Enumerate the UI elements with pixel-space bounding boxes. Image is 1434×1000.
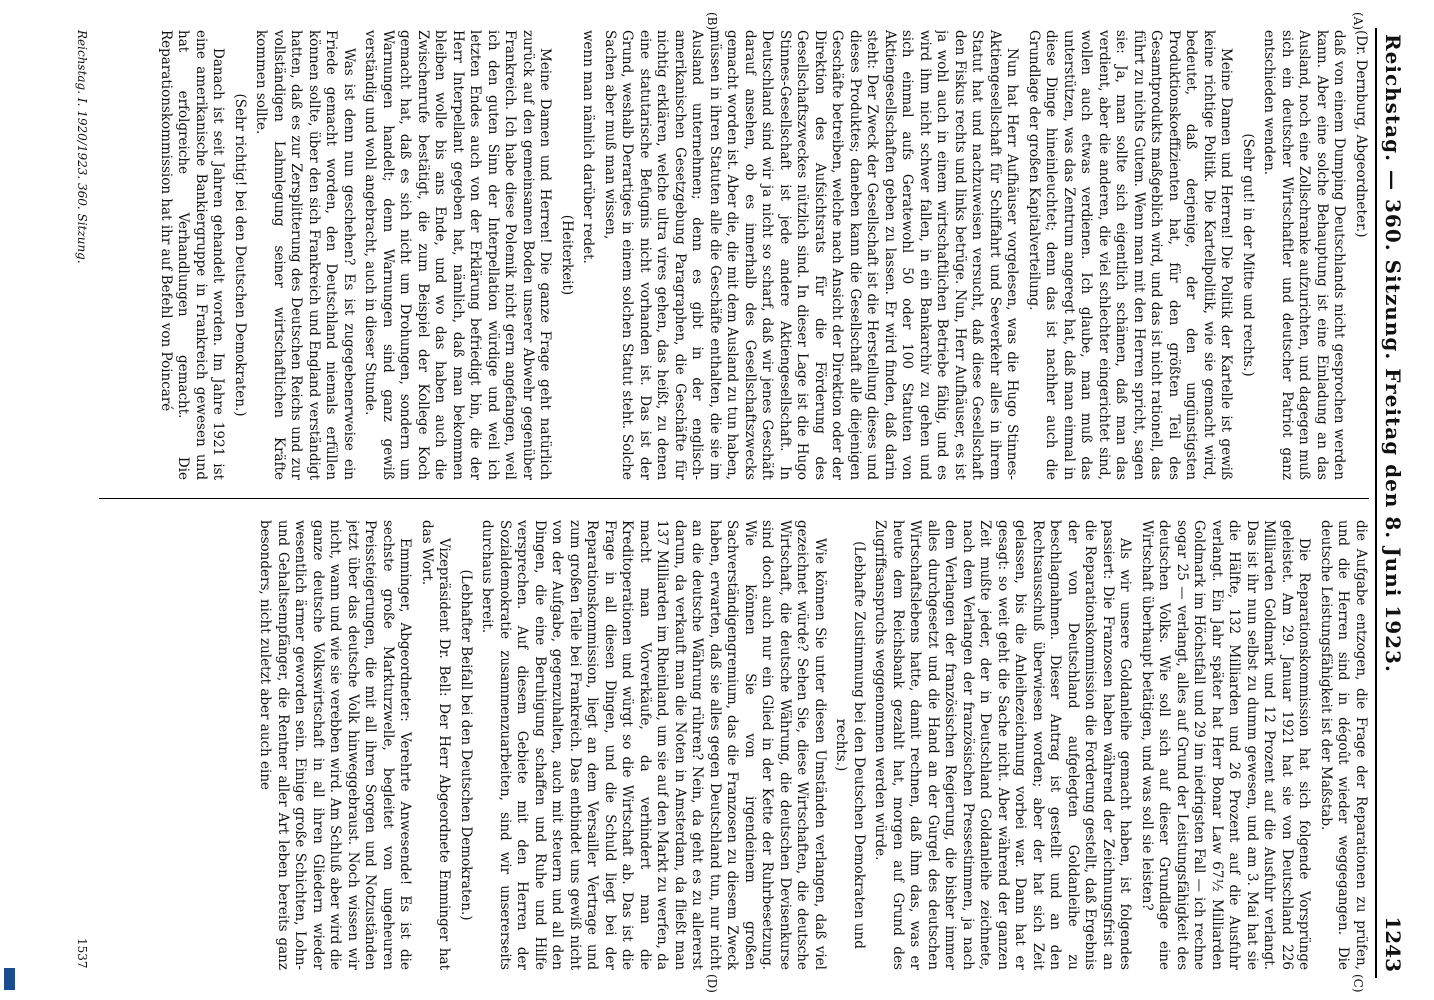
- paragraph: Wie können Sie unter diesen Umständen verlangen, daß viel gezeichnet würde? Sehen Sie, diese Wirtschaften, die deutsche Wirtschaft, die deutsche Währung, die deutschen Devisenkurse sind doch auch nur ein Glied in der Kette der Ruhrbesetzung. Wie können Sie von irgendeinem großen Sachverständigengremium, das die Franzosen zu diesem Zweck haben, erwarten, daß sie alles gegen Deutschland tun, nur nicht an die deutsche Währung rühren? Nein, da geht es zu allererst darum, da verkauft man die Noten in Amsterdam, da fließt man 137 Milliarden im Rheinland, um sie auf den Markt zu werfen, da macht man Vorverkäufe, da verhindert man die Kreditoperationen und würgt so die Wirtschaft ab. Das ist die Frage in all diesen Dingen, und die Schuld liegt bei der Reparationskommission, liegt an dem Versailler Vertrage und zum großen Teile bei Frankreich. Das entbindet uns gewiß nicht von der Aufgabe, gegenzuhalten, auch mit steuern und all den Dingen, die eine Beruhigung schaffen und Ruhe und Hilfe versprechen. Auf diesem Gebiete mit den Herren der Sozialdemokratie zusammenzuarbeiten, sind wir unsererseits durchaus bereit.: [479, 520, 828, 970]
- page-title: Reichstag. — 360. Sitzung. Freitag den 8. Juni 1923.: [1381, 34, 1405, 673]
- paragraph: Nun hat Herr Aufhäuser vorgelesen, was die Hugo Stinnes-Aktiengesellschaft für Schiffahrt und Seeverkehr alles in ihrem Statut hat und nachzuweisen versucht, daß diese Gesellschaft den Fiskus rechts und links betrüge. Nun, Herr Aufhäuser, es ist ja wohl auch in einem wirtschaftlichen Betriebe fähig, und es wird ihm nicht schwer fallen, in ein Bankarchiv zu gehen und sich einmal aufs Geratewohl 50 oder 100 Statuten von Aktiengesellschaften geben zu lassen. Er wird finden, daß darin steht: Der Zweck der Gesellschaft ist die Herstellung dieses und dieses Produktes; daneben kann die Gesellschaft alle diejenigen Geschäfte betreiben, welche nach Ansicht der Direktion oder der Direktion des Aufsichtsrats für die Förderung des Gesellschaftszweckes nützlich sind. In dieser Lage ist die Hugo Stinnes-Gesellschaft ist jede andere Aktiengesellschaft. In Deutschland sind wir ja nicht so scharf, daß wir jenes Geschäft darauf ansehen, ob es innerhalb des Gesellschaftszwecks gemacht worden ist. Aber die, die mit dem Ausland zu tun haben, müssen in ihren Statuten alle die Geschäfte enthalten, die sie im Ausland unternehmen; denn es gibt in der englisch-amerikanischen Gesetzgebung Paragraphen, die Geschäfte für nichtig erklären, welche ultra vires gehen, das heißt, zu denen eine statutarische Befugnis nicht vorhanden ist. Das ist der Grund, weshalb Derartiges in einem solchen Statut steht. Solche Sachen aber muß man wissen,: [602, 30, 1021, 480]
- paragraph: Vizepräsident Dr. Bell: Der Herr Abgeordnete Emminger hat das Wort.: [419, 520, 453, 970]
- paragraph: Was ist denn nun geschehen? Es ist zugegebenerweise ein Friede gemacht worden, den Deutschland niemals erfüllen können sollte, über den sich Frankreich und England verständigt hatten, daß es zur Zersplitterung des Deutschen Reichs und zur vollständigen Lahmlegung seiner wirtschaftlichen Kräfte kommen sollte.: [253, 30, 357, 480]
- paragraph: Danach ist seit Jahren gehandelt worden. Im Jahre 1921 ist eine amerikanische Bankiergruppe in Frankreich gewesen und hat erfolgreiche Verhandlungen gemacht. Die Reparationskommission hat ihr auf Befehl von Poincaré: [158, 30, 227, 480]
- paragraph: Meine Damen und Herren! Die ganze Frage geht natürlich zurück auf den gemeinsamen Boden unserer Abwehr gegenüber Frankreich. Ich habe diese Polemik nicht gern angefangen, weil ich den guten Sinn der Interpellation würdige und weil ich letzten Endes auch von der Erklärung befriedigt bin, die der Herr Interpellant gegeben hat, nämlich, daß man bekommen bleiben wolle bis ans Ende, und wo das haben auch die Zwischenrufe bestätigt, die zum Beispiel der Kollege Koch gemacht hat, daß es sich nicht um Drohungen, sondern um Warnungen handelt; denn Warnungen sind ganz gewiß verständig und wohl angebracht, auch in dieser Stunde.: [362, 30, 554, 480]
- paragraph: Als wir unsere Goldanleihe gemacht haben, ist folgendes passiert: Die Franzosen haben während der Zeichnungsfrist an die Reparationskommission die Forderung gestellt, daß Ergebnis der von Deutschland aufgelegten Goldanleihe zu beschlagnahmen. Dieser Antrag ist gestellt und an den Rechtsausschuß überwiesen worden; aber der hat sich Zeit gelassen, bis die Anleihezeichnung vorbei war. Dann hat er gesagt: so weit geht die Sache nicht. Aber während der ganzen Zeit mußte jeder, der in Deutschland Goldanleihe zeichnete, nach dem Verlangen der französischen Pressestimmen, ja nach dem Verlangen der französischen Regierung, die bisher immer alles durchgesetzt und die Hand an der Gurgel des deutschen Wirtschaftslebens hatte, damit rechnen, daß ihm das, was er heute dem Reichsbank gezahlt hat, morgen auf Grund des Zugriffsanspruchs weggenommen werden würde.: [872, 520, 1134, 970]
- sheet-number: 1537: [75, 938, 89, 969]
- text-column-right: [99, 520, 1369, 970]
- margin-marker-d: (D): [705, 974, 719, 993]
- text-column-left: [99, 30, 1369, 480]
- page-footer: Reichstag. I. 1920/1923. 360. Sitzung.: [75, 30, 89, 264]
- paragraph: daß von einem Dumping Deutschlands nicht gesprochen werden kann. Aber eine solche Behauptung ist eine Einladung an das Ausland, noch eine Zollschranke aufzurichten, und dagegen muß sich ein deutscher Wirtschaftler und deutscher Patriot ganz entschieden wenden.: [1261, 30, 1348, 480]
- paragraph: (Sehr richtig! bei den Deutschen Demokraten.): [232, 93, 248, 417]
- paragraph: die Aufgabe entzogen, die Frage der Reparationen zu prüfen, und die Herren sind in dégoût wieder weggegangen. Die deutsche Leistungsfähigkeit ist der Maßstab.: [1318, 520, 1369, 970]
- page-header: [1375, 28, 1411, 978]
- paragraph: (Dr. Dernburg, Abgeordneter.): [1353, 30, 1369, 238]
- paragraph: Meine Damen und Herren! Die Politik der Kartelle ist gewiß keine richtige Politik. Die Kartellpolitik, wie sie gemacht wird, bedeutet, daß derjenige, der den ungünstigsten Produktionskoeffizienten hat, für den größten Teil des Gesamtprodukts maßgeblich wird, und das ist nicht rationell, das führt zu nichts Gutem. Wenn man mit den Herren spricht, sagen sie: Ja, man sollte sich eigentlich schämen, daß man das verdient, aber die anderen, die viel schlechter eingerichtet sind, wollen auch etwas verdienen. Ich glaube, man muß das unterstützen, was das Zentrum angeregt hat, daß man einmal in diese Dinge hineinleuchtet; denn das ist nachher auch die Grundlage der großen Kapitalverteilung.: [1026, 30, 1235, 480]
- margin-marker-a: (A): [1351, 12, 1365, 31]
- paragraph: Die Reparationskommission hat sich folgende Vorsprünge geleistet. Am 29. Januar 1921 hat sie von Deutschland 226 Milliarden Goldmark und 12 Prozent auf die Ausfuhr verlangt. Das ist ihr nun selbst zu dumm gewesen, und am 3. Mai hat sie die Hälfte, 132 Milliarden und 26 Prozent auf die Ausfuhr verlangt. Ein Jahr später hat Herr Bonar Law 67½ Milliarden Goldmark im Höchstfall und 29 im niedrigsten Fall — ich rechne sogar 25 — verlangt, alles auf Grund der Leistungsfähigkeit des deutschen Volks. Wie soll sich auf dieser Grundlage eine Wirtschaft überhaupt betätigen, und was soll sie leisten?: [1139, 520, 1313, 970]
- paragraph: wenn man nämlich darüber redet.: [580, 30, 597, 264]
- paragraph: Emminger, Abgeordneter: Verehrte Anwesende! Es ist die sechste große Markturzwelle, begleitet von ungeheuren Preissteigerungen, die mit all ihren Sorgen und Notzuständen jetzt über das deutsche Volk hinweggebraust. Noch wissen wir nicht, wann und wie sie verebben wird. Am Schluß aber wird die ganze deutsche Volkswirtschaft in all ihren Gliedern wieder wesentlich ärmer geworden sein. Einige große Schichten, Lohn- und Gehaltsempfänger, die Rentner aller Art leben bereits ganz besonders, nicht zuletzt aber auch eine: [257, 520, 414, 970]
- paragraph: (Heiterkeit): [559, 214, 575, 296]
- column-divider: [99, 498, 1369, 499]
- paragraph: (Sehr gut! in der Mitte und rechts.): [1240, 133, 1256, 377]
- page-number: 1243: [1381, 916, 1405, 972]
- paragraph: (Lebhafter Beifall bei den Deutschen Demokraten.): [458, 569, 474, 921]
- paragraph: (Lebhafte Zustimmung bei den Deutschen Demokraten und rechts.): [833, 541, 867, 949]
- margin-marker-c: (C): [1351, 974, 1365, 993]
- margin-marker-b: (B): [705, 12, 719, 31]
- scanned-page: [15, 8, 1419, 992]
